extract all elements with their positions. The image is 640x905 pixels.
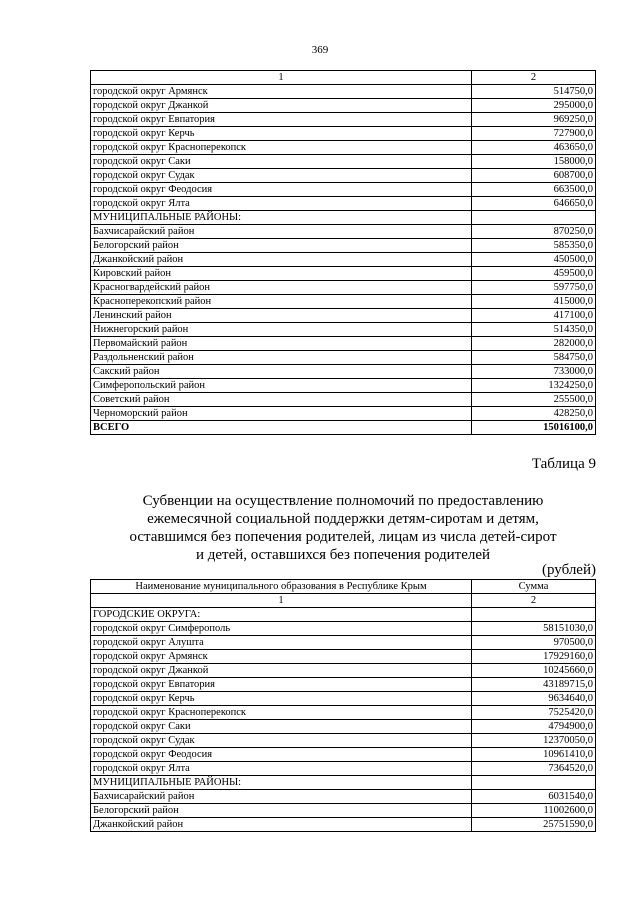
amount-cell	[472, 776, 596, 790]
amount-cell: 514350,0	[472, 323, 596, 337]
column-number-cell: 2	[472, 594, 596, 608]
municipality-name-cell: городской округ Красноперекопск	[91, 706, 472, 720]
table-row	[91, 762, 596, 776]
amount-cell: 584750,0	[472, 351, 596, 365]
amount-cell: 10245660,0	[472, 664, 596, 678]
amount-cell: 58151030,0	[472, 622, 596, 636]
amount-cell	[472, 211, 596, 225]
table-row	[91, 239, 596, 253]
municipality-name-cell: городской округ Евпатория	[91, 678, 472, 692]
table-row	[91, 225, 596, 239]
total-amount-cell: 15016100,0	[472, 421, 596, 435]
subvention-table-continued	[90, 70, 596, 435]
column-number-row	[91, 594, 596, 608]
amount-cell: 727900,0	[472, 127, 596, 141]
municipality-name-cell: Раздольненский район	[91, 351, 472, 365]
municipality-name-cell: городской округ Саки	[91, 720, 472, 734]
municipality-name-cell: Симферопольский район	[91, 379, 472, 393]
table-caption	[90, 492, 596, 564]
municipality-name-cell: МУНИЦИПАЛЬНЫЕ РАЙОНЫ:	[91, 776, 472, 790]
municipality-name-cell: Бахчисарайский район	[91, 790, 472, 804]
amount-cell: 608700,0	[472, 169, 596, 183]
municipality-name-cell: МУНИЦИПАЛЬНЫЕ РАЙОНЫ:	[91, 211, 472, 225]
column-number-cell: 1	[91, 594, 472, 608]
municipality-name-cell: городской округ Судак	[91, 169, 472, 183]
municipality-name-cell: Белогорский район	[91, 239, 472, 253]
table-row	[91, 720, 596, 734]
table-row	[91, 407, 596, 421]
page-number: 369	[311, 44, 329, 56]
amount-cell: 463650,0	[472, 141, 596, 155]
table-row	[91, 169, 596, 183]
municipality-name-cell: городской округ Судак	[91, 734, 472, 748]
amount-cell: 733000,0	[472, 365, 596, 379]
table-row	[91, 692, 596, 706]
amount-cell: 9634640,0	[472, 692, 596, 706]
table-row	[91, 706, 596, 720]
table-row	[91, 127, 596, 141]
amount-cell: 646650,0	[472, 197, 596, 211]
amount-cell	[472, 608, 596, 622]
municipality-name-cell: Черноморский район	[91, 407, 472, 421]
amount-cell: 295000,0	[472, 99, 596, 113]
municipality-name-cell: городской округ Феодосия	[91, 748, 472, 762]
amount-cell: 4794900,0	[472, 720, 596, 734]
table-row	[91, 622, 596, 636]
amount-cell: 11002600,0	[472, 804, 596, 818]
caption-line: ежемесячной социальной поддержки детям-сиротам и детям,	[147, 511, 539, 527]
table-row	[91, 365, 596, 379]
table-row	[91, 267, 596, 281]
table-row	[91, 155, 596, 169]
amount-cell: 10961410,0	[472, 748, 596, 762]
table-row	[91, 379, 596, 393]
caption-line: и детей, оставшихся без попечения родителей	[195, 547, 491, 563]
amount-cell: 459500,0	[472, 267, 596, 281]
amount-cell: 663500,0	[472, 183, 596, 197]
amount-cell: 158000,0	[472, 155, 596, 169]
table-row	[91, 113, 596, 127]
municipality-name-cell: городской округ Алушта	[91, 636, 472, 650]
table-label: Таблица 9	[531, 456, 596, 472]
municipality-name-cell: городской округ Джанкой	[91, 99, 472, 113]
municipality-name-cell: городской округ Джанкой	[91, 664, 472, 678]
table-row	[91, 678, 596, 692]
amount-cell: 282000,0	[472, 337, 596, 351]
table-row	[91, 183, 596, 197]
municipality-name-cell: Первомайский район	[91, 337, 472, 351]
municipality-name-cell: городской округ Керчь	[91, 692, 472, 706]
amount-cell: 417100,0	[472, 309, 596, 323]
table-row	[91, 608, 596, 622]
total-row	[91, 421, 596, 435]
column-number-cell: 2	[472, 71, 596, 85]
amount-cell: 514750,0	[472, 85, 596, 99]
amount-cell: 1324250,0	[472, 379, 596, 393]
table-row	[91, 748, 596, 762]
table-row	[91, 804, 596, 818]
table-body	[91, 580, 596, 832]
caption-line: оставшимся без попечения родителей, лицам из числа детей-сирот	[129, 529, 557, 545]
municipality-name-cell: городской округ Ялта	[91, 762, 472, 776]
municipality-name-cell: городской округ Феодосия	[91, 183, 472, 197]
table-row	[91, 734, 596, 748]
municipality-name-cell: Советский район	[91, 393, 472, 407]
amount-cell: 969250,0	[472, 113, 596, 127]
column-number-cell: 1	[91, 71, 472, 85]
table-row	[91, 351, 596, 365]
amount-cell: 7525420,0	[472, 706, 596, 720]
table-row	[91, 337, 596, 351]
table-row	[91, 211, 596, 225]
amount-cell: 6031540,0	[472, 790, 596, 804]
amount-cell: 12370050,0	[472, 734, 596, 748]
municipality-name-cell: Сакский район	[91, 365, 472, 379]
municipality-name-cell: городской округ Красноперекопск	[91, 141, 472, 155]
header-row	[91, 580, 596, 594]
amount-cell: 870250,0	[472, 225, 596, 239]
table-row	[91, 393, 596, 407]
municipality-name-cell: городской округ Армянск	[91, 650, 472, 664]
municipality-name-cell: Джанкойский район	[91, 818, 472, 832]
municipality-name-cell: Бахчисарайский район	[91, 225, 472, 239]
table-row	[91, 636, 596, 650]
table-row	[91, 99, 596, 113]
table-row	[91, 141, 596, 155]
table-row	[91, 309, 596, 323]
municipality-name-cell: Ленинский район	[91, 309, 472, 323]
unit-label: (рублей)	[541, 562, 596, 578]
total-label-cell: ВСЕГО	[91, 421, 472, 435]
table-row	[91, 818, 596, 832]
table-row	[91, 253, 596, 267]
table-row	[91, 776, 596, 790]
municipality-name-cell: городской округ Евпатория	[91, 113, 472, 127]
amount-cell: 43189715,0	[472, 678, 596, 692]
amount-cell: 597750,0	[472, 281, 596, 295]
municipality-name-cell: ГОРОДСКИЕ ОКРУГА:	[91, 608, 472, 622]
municipality-name-cell: городской округ Симферополь	[91, 622, 472, 636]
table-row	[91, 323, 596, 337]
table-row	[91, 197, 596, 211]
table-row	[91, 650, 596, 664]
amount-cell: 450500,0	[472, 253, 596, 267]
amount-cell: 428250,0	[472, 407, 596, 421]
municipality-name-cell: Красногвардейский район	[91, 281, 472, 295]
municipality-name-cell: Белогорский район	[91, 804, 472, 818]
municipality-name-cell: Нижнегорский район	[91, 323, 472, 337]
table-row	[91, 790, 596, 804]
municipality-name-cell: Джанкойский район	[91, 253, 472, 267]
municipality-name-cell: городской округ Саки	[91, 155, 472, 169]
header-cell-sum: Сумма	[472, 580, 596, 594]
municipality-name-cell: городской округ Армянск	[91, 85, 472, 99]
municipality-name-cell: Кировский район	[91, 267, 472, 281]
table-row	[91, 85, 596, 99]
column-number-row	[91, 71, 596, 85]
amount-cell: 25751590,0	[472, 818, 596, 832]
amount-cell: 970500,0	[472, 636, 596, 650]
amount-cell: 7364520,0	[472, 762, 596, 776]
amount-cell: 585350,0	[472, 239, 596, 253]
table-body	[91, 71, 596, 435]
amount-cell: 17929160,0	[472, 650, 596, 664]
caption-line: Субвенции на осуществление полномочий по предоставлению	[142, 493, 544, 509]
amount-cell: 415000,0	[472, 295, 596, 309]
amount-cell: 255500,0	[472, 393, 596, 407]
table-row	[91, 664, 596, 678]
table-row	[91, 295, 596, 309]
subvention-table-9	[90, 579, 596, 832]
municipality-name-cell: городской округ Ялта	[91, 197, 472, 211]
municipality-name-cell: городской округ Керчь	[91, 127, 472, 141]
header-cell-name: Наименование муниципального образования в Республике Крым	[91, 580, 472, 594]
table-row	[91, 281, 596, 295]
municipality-name-cell: Красноперекопский район	[91, 295, 472, 309]
